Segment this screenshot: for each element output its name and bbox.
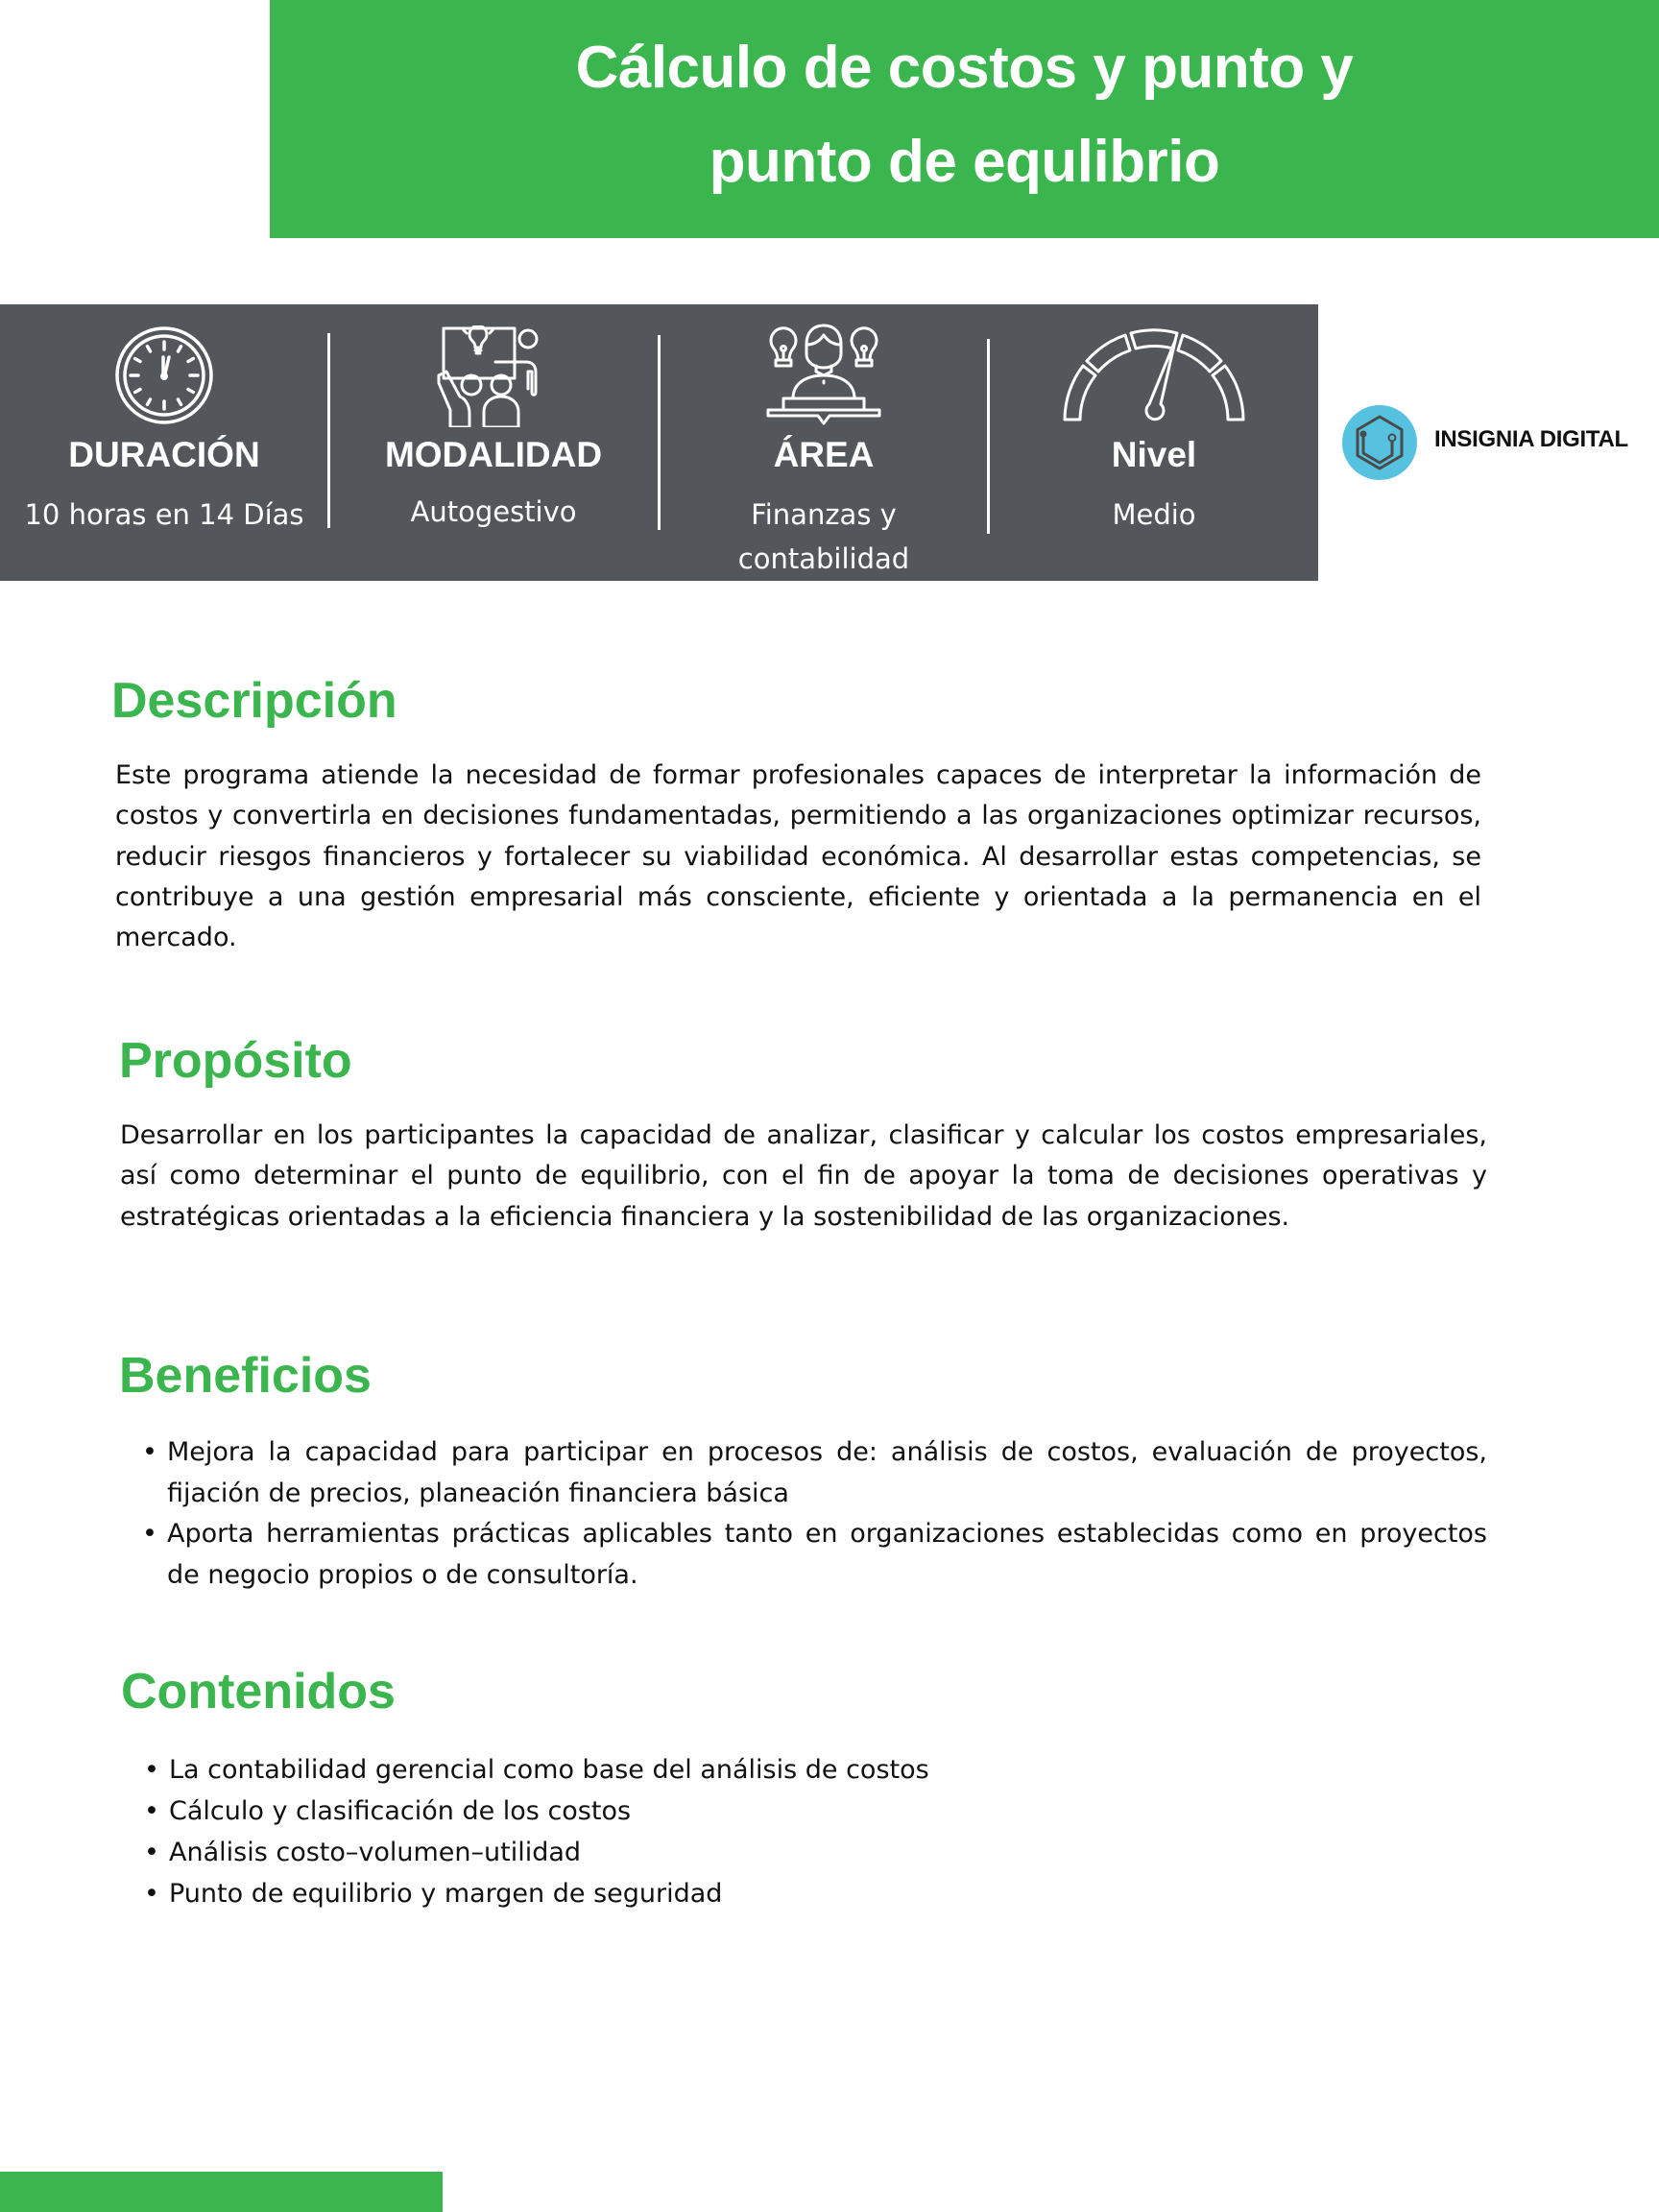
teacher-presentation-icon bbox=[436, 325, 551, 427]
list-item bbox=[115, 1514, 1487, 1596]
course-info-band bbox=[0, 304, 1318, 581]
section-title-proposito: Propósito bbox=[119, 1033, 352, 1089]
list-item bbox=[117, 1832, 1269, 1873]
section-title-beneficios: Beneficios bbox=[119, 1348, 372, 1404]
modality-value: Autogestivo bbox=[410, 495, 577, 528]
page-title-line-1: Cálculo de costos y punto y bbox=[575, 35, 1354, 101]
person-ideas-book-icon bbox=[764, 324, 883, 427]
level-value: Medio bbox=[1112, 498, 1196, 531]
list-item bbox=[117, 1749, 1269, 1791]
list-item-text: Mejora la capacidad para participar en procesos de: análisis de costos, evaluación de proyectos, fijación de precios, planeación financiera básica bbox=[167, 1437, 1487, 1508]
info-duration bbox=[0, 304, 328, 581]
info-modality bbox=[329, 304, 658, 581]
badge-label: INSIGNIA DIGITAL bbox=[1434, 426, 1628, 452]
page-title-line-2: punto de equlibrio bbox=[709, 129, 1220, 195]
info-area bbox=[661, 304, 987, 581]
section-title-contenidos: Contenidos bbox=[121, 1664, 396, 1719]
list-item-text: Cálculo y clasificación de los costos bbox=[169, 1796, 632, 1826]
section-title-descripcion: Descripción bbox=[111, 673, 397, 729]
beneficios-list bbox=[115, 1432, 1487, 1596]
modality-label: MODALIDAD bbox=[384, 435, 603, 474]
bullet-icon: • bbox=[144, 1755, 159, 1785]
duration-label: DURACIÓN bbox=[68, 435, 260, 474]
list-item-text: La contabilidad gerencial como base del análisis de costos bbox=[169, 1755, 929, 1785]
title-banner bbox=[270, 0, 1659, 238]
footer-accent-bar bbox=[0, 2172, 443, 2212]
area-value-line-2: contabilidad bbox=[737, 542, 910, 575]
list-item-text: Análisis costo–volumen–utilidad bbox=[169, 1838, 582, 1867]
bullet-icon: • bbox=[144, 1838, 159, 1867]
contenidos-list bbox=[117, 1749, 1269, 1914]
area-value-line-1: Finanzas y bbox=[751, 498, 897, 531]
list-item bbox=[117, 1873, 1269, 1914]
proposito-text: Desarrollar en los participantes la capacidad de analizar, clasificar y calcular los costos empresariales, así como determinar el punto de equilibrio, con el fin de apoyar la toma de decisiones operativas y estratégicas orientadas a la eficiencia financiera y la sostenibilidad de las organizaciones. bbox=[120, 1120, 1487, 1232]
bullet-icon: • bbox=[142, 1519, 157, 1549]
bullet-icon: • bbox=[144, 1879, 159, 1909]
info-level bbox=[990, 304, 1318, 581]
list-item-text: Aporta herramientas prácticas aplicables tanto en organizaciones establecidas como en proyectos de negocio propios o de consultoría. bbox=[167, 1519, 1487, 1590]
area-label: ÁREA bbox=[773, 435, 875, 474]
list-item-text: Punto de equilibrio y margen de seguridad bbox=[169, 1879, 723, 1909]
page-title bbox=[270, 21, 1659, 209]
duration-value: 10 horas en 14 Días bbox=[24, 498, 304, 531]
clock-icon bbox=[114, 325, 214, 425]
list-item bbox=[117, 1791, 1269, 1832]
area-value bbox=[661, 493, 987, 581]
gauge-icon bbox=[1062, 327, 1246, 423]
bullet-icon: • bbox=[144, 1796, 159, 1826]
bullet-icon: • bbox=[142, 1437, 157, 1467]
descripcion-text: Este programa atiende la necesidad de formar profesionales capaces de interpretar la información de costos y convertirla en decisiones fundamentadas, permitiendo a las organizaciones optimizar recursos, reducir riesgos financieros y fortalecer su viabilidad económica. Al desarrollar estas competencias, se contribuye a una gestión empresarial más consciente, eficiente y orientada a la permanencia en el mercado. bbox=[115, 760, 1481, 953]
list-item bbox=[115, 1432, 1487, 1514]
level-label: Nivel bbox=[1111, 435, 1197, 474]
hexagon-circuit-icon bbox=[1342, 405, 1417, 480]
